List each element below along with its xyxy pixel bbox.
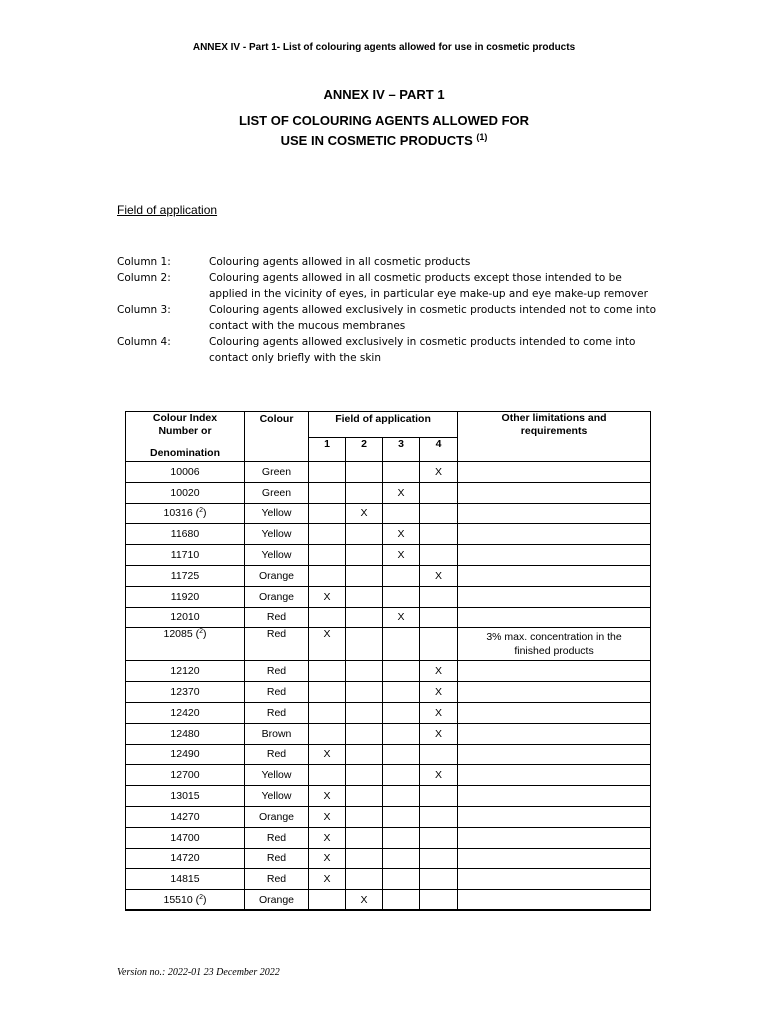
title-footnote-ref: (1) [476,132,488,142]
table-row [126,890,651,911]
field-column-2-cell [346,723,383,744]
column-label: Column 1: [117,256,171,268]
field-column-3-cell [383,890,420,911]
field-column-3-cell [383,628,420,661]
field-column-4-cell [420,827,458,848]
colour-index-number: 11680 [170,528,200,541]
table-row [126,482,651,503]
other-limitations-cell [458,744,651,765]
header-column-1: 1 [309,438,346,462]
field-column-4-cell: X [420,682,458,703]
table-row [126,503,651,524]
colour-index-number: 14700 [170,831,200,844]
table-row [126,628,651,661]
field-column-2-cell [346,682,383,703]
field-column-3-cell [383,827,420,848]
field-column-4-cell [420,545,458,566]
colour-index-cell [126,661,245,682]
header-column-2: 2 [346,438,383,462]
table-row [126,765,651,786]
table-row [126,848,651,869]
field-column-1-cell [309,482,346,503]
colour-cell: Yellow [245,765,309,786]
field-column-1-cell: X [309,869,346,890]
field-column-4-cell [420,890,458,911]
other-limitations-cell [458,848,651,869]
colour-index-cell: 10316 ($^2$) [126,503,245,524]
limitation-line: finished products [514,645,594,658]
colour-index-cell [126,524,245,545]
column-description: Colouring agents allowed exclusively in cosmetic products intended to come into contact only briefly with the skin [209,336,636,364]
colour-index-cell [126,744,245,765]
field-column-2-cell [346,565,383,586]
field-column-2-cell [346,827,383,848]
colour-index-number: 10006 [170,465,200,478]
colour-cell: Red [245,827,309,848]
running-header: ANNEX IV - Part 1- List of colouring agents allowed for use in cosmetic products [192,42,576,53]
table-row [126,565,651,586]
field-column-1-cell: X [309,628,346,661]
field-column-1-cell [309,524,346,545]
field-column-1-cell [309,702,346,723]
colour-index-number: 11725 [170,569,200,582]
other-limitations-cell [458,503,651,524]
colour-index-cell [126,482,245,503]
field-column-2-cell: X [346,890,383,911]
colour-cell: Green [245,482,309,503]
field-column-3-cell [383,765,420,786]
field-column-1-cell: X [309,786,346,807]
other-limitations-cell [458,524,651,545]
header-field-of-application: Field of application [309,412,458,438]
column-label: Column 2: [117,272,171,284]
field-column-3-cell [383,786,420,807]
other-limitations-cell [458,786,651,807]
field-column-1-cell [309,723,346,744]
colour-index-cell: 15510 ($^2$) [126,890,245,911]
column-description: Colouring agents allowed in all cosmetic products except those intended to be applied in the vicinity of eyes, in particular eye make-up and eye make-up remover [209,272,648,300]
colour-index-number: 12700 [170,769,200,782]
other-limitations-cell [458,723,651,744]
colour-cell: Orange [245,806,309,827]
colour-index-cell [126,702,245,723]
colour-cell: Red [245,607,309,628]
colour-index-number: 12120 [170,665,200,678]
other-limitations-cell [458,890,651,911]
column-label: Column 3: [117,304,171,316]
colour-cell: Brown [245,723,309,744]
field-column-3-cell [383,661,420,682]
field-column-4-cell [420,586,458,607]
field-column-3-cell [383,702,420,723]
colour-index-cell: 12085 ($^2$) [126,628,245,661]
colour-index-number: 12085 ( [163,628,200,641]
other-limitations-cell [458,628,651,661]
table-row [126,661,651,682]
field-column-4-cell [420,482,458,503]
field-column-4-cell: X [420,661,458,682]
colour-index-number: 13015 [170,790,200,803]
field-column-1-cell [309,765,346,786]
header-colour: Colour [245,412,309,462]
column-description: Colouring agents allowed exclusively in cosmetic products intended not to come into contact with the mucous membranes [209,304,656,332]
header-index-line3: Denomination [150,447,220,459]
colour-index-cell [126,848,245,869]
other-limitations-cell [458,462,651,483]
table-row [126,586,651,607]
colour-cell: Yellow [245,786,309,807]
field-column-3-cell [383,682,420,703]
field-column-1-cell [309,545,346,566]
field-column-4-cell [420,786,458,807]
field-column-4-cell [420,848,458,869]
colour-index-number: 12480 [170,727,200,740]
field-column-3-cell: X [383,607,420,628]
colour-index-number: 14270 [170,810,200,823]
header-column-3: 3 [383,438,420,462]
field-column-3-cell [383,848,420,869]
colour-index-number: 12370 [170,686,200,699]
limitation-line: 3% max. concentration in the [486,631,622,644]
colour-index-cell [126,806,245,827]
field-column-2-cell [346,462,383,483]
footnote-ref: 2 [199,507,204,515]
table-row [126,786,651,807]
field-column-4-cell [420,869,458,890]
colour-cell: Red [245,848,309,869]
field-column-2-cell: X [346,503,383,524]
field-column-4-cell [420,628,458,661]
colour-index-cell [126,765,245,786]
column-definition [117,334,657,366]
field-column-3-cell [383,503,420,524]
table-row [126,682,651,703]
header-limits-line1: Other limitations and [501,412,607,424]
header-index-line2: Number or [158,424,212,437]
colour-index-cell [126,545,245,566]
field-column-4-cell: X [420,765,458,786]
field-column-4-cell [420,607,458,628]
colour-index-number: 14815 [170,873,200,886]
field-column-3-cell: X [383,482,420,503]
footnote-ref: 2 [199,628,204,636]
field-column-1-cell [309,607,346,628]
colour-index-number: 15510 ( [163,893,200,906]
other-limitations-cell [458,607,651,628]
field-column-4-cell [420,744,458,765]
table-row [126,702,651,723]
header-limits-line2: requirements [520,424,588,437]
field-column-4-cell: X [420,723,458,744]
other-limitations-cell [458,545,651,566]
colour-index-cell [126,869,245,890]
table-row [126,827,651,848]
field-column-4-cell: X [420,702,458,723]
colour-index-cell [126,607,245,628]
colour-index-cell [126,682,245,703]
field-column-1-cell [309,565,346,586]
field-column-2-cell [346,786,383,807]
colour-index-cell [126,586,245,607]
column-definition [117,302,657,334]
document-title [0,87,768,149]
field-column-3-cell [383,462,420,483]
colour-index-number: 11920 [170,590,200,603]
table-row [126,869,651,890]
colour-index-number: 12420 [170,706,200,719]
field-column-2-cell [346,628,383,661]
colour-cell: Orange [245,565,309,586]
field-column-2-cell [346,869,383,890]
colour-cell: Orange [245,890,309,911]
field-column-2-cell [346,765,383,786]
column-definitions [117,254,657,366]
table-row [126,607,651,628]
field-column-1-cell: X [309,827,346,848]
field-column-3-cell: X [383,524,420,545]
field-column-4-cell: X [420,462,458,483]
title-list: LIST OF COLOURING AGENTS ALLOWED FOR [238,113,530,128]
column-description: Colouring agents allowed in all cosmetic products [209,256,471,268]
field-column-2-cell [346,524,383,545]
colour-index-cell [126,565,245,586]
field-column-1-cell [309,890,346,911]
field-column-1-cell [309,503,346,524]
version-footer: Version no.: 2022-01 23 December 2022 [117,967,280,978]
colour-cell: Yellow [245,503,309,524]
colour-cell: Red [245,682,309,703]
field-column-3-cell: X [383,545,420,566]
field-column-3-cell [383,723,420,744]
colour-cell: Red [245,744,309,765]
colour-index-number: 12490 [170,748,200,761]
colour-cell: Yellow [245,545,309,566]
colour-index-cell [126,786,245,807]
title-use [0,129,768,149]
header-column-4: 4 [420,438,458,462]
colour-cell: Red [245,702,309,723]
field-column-1-cell: X [309,744,346,765]
field-column-2-cell [346,607,383,628]
field-column-2-cell [346,586,383,607]
field-of-application-heading: Field of application [117,203,218,217]
column-definition [117,270,657,302]
field-column-2-cell [346,482,383,503]
field-column-3-cell [383,869,420,890]
header-index-line1: Colour Index [152,412,218,424]
field-column-2-cell [346,545,383,566]
field-column-1-cell [309,462,346,483]
colour-cell: Green [245,462,309,483]
colour-index-number: 14720 [170,852,200,865]
field-column-1-cell: X [309,806,346,827]
other-limitations-cell [458,482,651,503]
field-column-1-cell [309,661,346,682]
field-column-2-cell [346,661,383,682]
table-row [126,462,651,483]
colour-index-number: 10316 ( [163,507,200,520]
footnote-ref: 2 [199,893,204,901]
field-column-4-cell [420,524,458,545]
field-column-2-cell [346,848,383,869]
column-label: Column 4: [117,336,171,348]
header-colour-index [126,412,245,462]
field-column-1-cell [309,682,346,703]
colour-index-number: 10020 [170,486,200,499]
colour-cell: Red [245,869,309,890]
field-column-3-cell [383,565,420,586]
table-row [126,545,651,566]
field-column-2-cell [346,702,383,723]
field-column-3-cell [383,744,420,765]
colour-cell: Red [245,628,309,661]
header-other-limitations [458,412,651,462]
field-column-2-cell [346,744,383,765]
colour-cell: Red [245,661,309,682]
title-use-text: USE IN COSMETIC PRODUCTS [280,133,473,148]
colour-index-number: 11710 [170,549,200,562]
other-limitations-cell [458,565,651,586]
colouring-agents-table [125,411,651,911]
column-definition [117,254,657,270]
other-limitations-cell [458,827,651,848]
other-limitations-cell [458,702,651,723]
field-column-4-cell: X [420,565,458,586]
other-limitations-cell [458,661,651,682]
field-column-1-cell: X [309,586,346,607]
colour-cell: Yellow [245,524,309,545]
other-limitations-cell [458,765,651,786]
field-column-4-cell [420,806,458,827]
colour-index-number: 12010 [170,611,200,624]
field-column-3-cell [383,806,420,827]
field-column-1-cell: X [309,848,346,869]
other-limitations-cell [458,682,651,703]
field-column-2-cell [346,806,383,827]
colour-index-cell [126,827,245,848]
table-row [126,806,651,827]
colour-index-cell [126,462,245,483]
other-limitations-cell [458,586,651,607]
table-row [126,744,651,765]
field-column-4-cell [420,503,458,524]
colour-index-cell [126,723,245,744]
table-row [126,723,651,744]
title-annex: ANNEX IV – PART 1 [323,87,445,102]
colour-cell: Orange [245,586,309,607]
field-column-3-cell [383,586,420,607]
other-limitations-cell [458,806,651,827]
other-limitations-cell [458,869,651,890]
table-row [126,524,651,545]
